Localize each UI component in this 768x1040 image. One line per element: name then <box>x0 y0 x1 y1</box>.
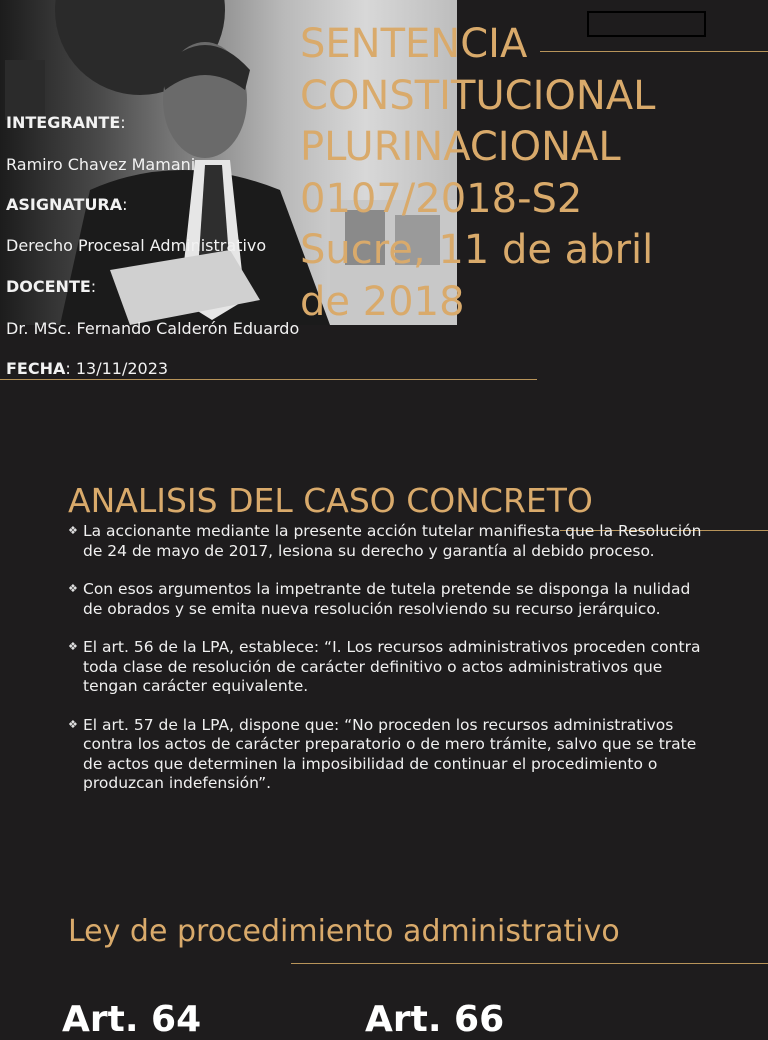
analysis-list <box>68 522 708 813</box>
diamond-bullet-icon: ❖ <box>68 640 78 653</box>
diamond-bullet-icon: ❖ <box>68 717 78 731</box>
colon: : <box>122 195 128 214</box>
list-item <box>68 580 708 619</box>
colon: : <box>65 359 71 378</box>
integrante-label: INTEGRANTE <box>6 113 121 132</box>
list-item-text: Con esos argumentos la impetrante de tutela pretende se disponga la nulidad de obrados y se emita nueva resolución resolviendo su recurso jerárquico. <box>83 580 691 618</box>
docente-value: Dr. MSc. Fernando Calderón Eduardo <box>6 319 300 338</box>
ley-title: Ley de procedimiento administrativo <box>68 914 620 949</box>
art-64-heading: Art. 64 <box>62 999 202 1040</box>
fecha-label: FECHA <box>6 359 66 378</box>
diamond-bullet-icon: ❖ <box>68 582 78 595</box>
list-item-text: El art. 57 de la LPA, dispone que: “No proceden los recursos administrativos contra los actos de carácter preparatorio o de mero trámite, salvo que se trate de actos que determinen la imposibilidad de continuar el procedimiento o produzcan indefensión”. <box>83 715 697 792</box>
art-66-heading: Art. 66 <box>365 999 505 1040</box>
list-item <box>68 522 708 561</box>
analysis-title: ANALISIS DEL CASO CONCRETO <box>68 481 593 520</box>
integrante-value: Ramiro Chavez Mamani <box>6 155 196 174</box>
integrante-row <box>6 113 126 132</box>
docente-row <box>6 277 96 296</box>
docente-label: DOCENTE <box>6 277 91 296</box>
title-line: Sucre, 11 de abril <box>300 227 654 273</box>
list-item <box>68 638 708 697</box>
title-line: SENTENCIA <box>300 21 528 67</box>
colon: : <box>90 277 97 296</box>
asignatura-row <box>6 195 128 214</box>
list-item <box>68 716 708 794</box>
title-line: 0107/2018-S2 <box>300 175 583 222</box>
title-line: PLURINACIONAL <box>300 124 621 170</box>
page-title <box>300 19 760 328</box>
diamond-bullet-icon: ❖ <box>68 524 78 537</box>
fecha-value: 13/11/2023 <box>75 359 169 378</box>
title-line: de 2018 <box>300 278 465 325</box>
asignatura-value: Derecho Procesal Administrativo <box>6 236 267 255</box>
divider-ley <box>291 963 768 964</box>
list-item-text: El art. 56 de la LPA, establece: “I. Los recursos administrativos proceden contra toda clase de resolución de carácter definitivo o actos administrativos que tengan carácter equivalente. <box>83 638 701 695</box>
list-item-text: La accionante mediante la presente acción tutelar manifiesta que la Resolución de 24 de mayo de 2017, lesiona su derecho y garantía al debido proceso. <box>83 522 702 560</box>
asignatura-label: ASIGNATURA <box>6 195 123 214</box>
divider-info <box>0 379 537 380</box>
fecha-row <box>6 359 168 378</box>
colon: : <box>120 113 126 132</box>
title-line: CONSTITUCIONAL <box>300 72 656 119</box>
